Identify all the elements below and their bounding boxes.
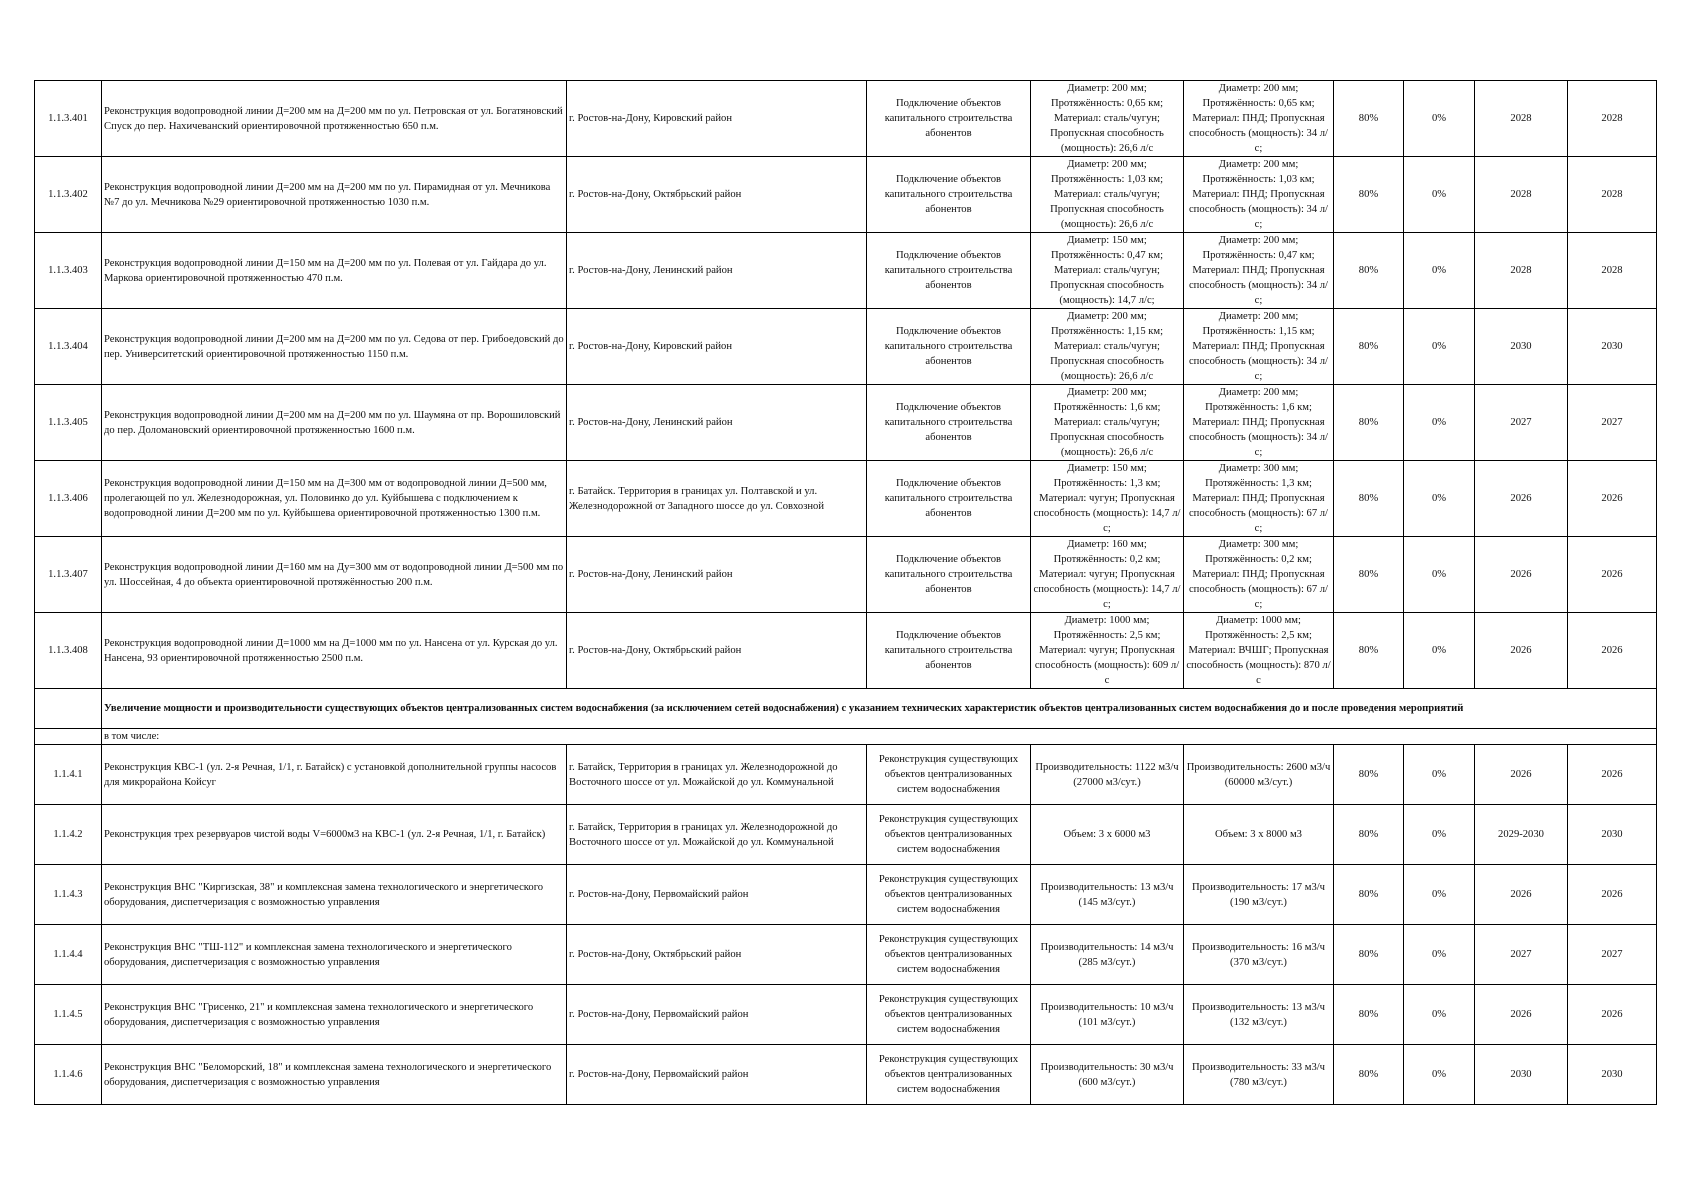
percent-cell: 80% [1334,1045,1404,1105]
percent-cell: 80% [1334,745,1404,805]
percent-cell-2: 0% [1404,461,1475,537]
project-location-cell: г. Ростов-на-Дону, Кировский район [567,309,867,385]
project-purpose-cell: Реконструкция существующих объектов централизованных систем водоснабжения [867,865,1031,925]
project-purpose-cell: Подключение объектов капитального строительства абонентов [867,613,1031,689]
year-end-cell: 2028 [1568,157,1657,233]
project-purpose-cell: Реконструкция существующих объектов централизованных систем водоснабжения [867,1045,1031,1105]
characteristics-before-cell: Диаметр: 200 мм; Протяжённость: 0,65 км; Материал: сталь/чугун; Пропускная способность (мощность): 26,6 л/с [1031,81,1184,157]
percent-cell-2: 0% [1404,1045,1475,1105]
subheading-blank-cell [35,729,102,745]
project-description-cell: Реконструкция трех резервуаров чистой воды V=6000м3 на КВС-1 (ул. 2-я Речная, 1/1, г. Батайск) [102,805,567,865]
percent-cell: 80% [1334,309,1404,385]
characteristics-before-cell: Диаметр: 150 мм; Протяжённость: 1,3 км; Материал: чугун; Пропускная способность (мощность): 14,7 л/с; [1031,461,1184,537]
project-purpose-cell: Подключение объектов капитального строительства абонентов [867,157,1031,233]
project-description-cell: Реконструкция водопроводной линии Д=150 мм на Д=300 мм от водопроводной линии Д=500 мм, пролегающей по ул. Железнодорожная, ул. Половинко до ул. Куйбышева с подключением к водопроводной линии Д=200 мм по ул. Куйбышева ориентировочной протяженностью 1300 п.м. [102,461,567,537]
percent-cell-2: 0% [1404,745,1475,805]
percent-cell-2: 0% [1404,309,1475,385]
project-description-cell: Реконструкция водопроводной линии Д=150 мм на Д=200 мм по ул. Полевая от ул. Гайдара до ул. Маркова ориентировочной протяженностью 470 п.м. [102,233,567,309]
characteristics-before-cell: Диаметр: 1000 мм; Протяжённость: 2,5 км; Материал: чугун; Пропускная способность (мощность): 609 л/с [1031,613,1184,689]
characteristics-before-cell: Производительность: 30 м3/ч (600 м3/сут.) [1031,1045,1184,1105]
project-location-cell: г. Ростов-на-Дону, Октябрьский район [567,157,867,233]
year-start-cell: 2030 [1475,309,1568,385]
section-title: Увеличение мощности и производительности существующих объектов централизованных систем водоснабжения (за исключением сетей водоснабжения) с указанием технических характеристик объектов централизованных систем водоснабжения до и после проведения мероприятий [102,689,1657,729]
project-location-cell: г. Ростов-на-Дону, Кировский район [567,81,867,157]
year-start-cell: 2030 [1475,1045,1568,1105]
table-row [35,745,1657,805]
project-purpose-cell: Подключение объектов капитального строительства абонентов [867,461,1031,537]
project-code-cell: 1.1.4.3 [35,865,102,925]
year-end-cell: 2026 [1568,865,1657,925]
percent-cell-2: 0% [1404,81,1475,157]
year-end-cell: 2028 [1568,233,1657,309]
year-end-cell: 2026 [1568,613,1657,689]
project-code-cell: 1.1.3.408 [35,613,102,689]
project-code-cell: 1.1.3.407 [35,537,102,613]
percent-cell-2: 0% [1404,157,1475,233]
project-code-cell: 1.1.3.405 [35,385,102,461]
project-location-cell: г. Батайск. Территория в границах ул. Полтавской и ул. Железнодорожной от Западного шоссе до ул. Совхозной [567,461,867,537]
project-description-cell: Реконструкция ВНС "ТШ-112" и комплексная замена технологического и энергетического оборудования, диспетчеризация с возможностью управления [102,925,567,985]
characteristics-before-cell: Производительность: 14 м3/ч (285 м3/сут.) [1031,925,1184,985]
project-description-cell: Реконструкция водопроводной линии Д=200 мм на Д=200 мм по ул. Петровская от ул. Богатяновский Спуск до пер. Нахичеванский ориентировочной протяженностью 650 п.м. [102,81,567,157]
table-row [35,865,1657,925]
year-start-cell: 2026 [1475,613,1568,689]
year-start-cell: 2029-2030 [1475,805,1568,865]
percent-cell: 80% [1334,157,1404,233]
project-code-cell: 1.1.3.401 [35,81,102,157]
project-purpose-cell: Подключение объектов капитального строительства абонентов [867,537,1031,613]
project-purpose-cell: Подключение объектов капитального строительства абонентов [867,309,1031,385]
project-code-cell: 1.1.4.4 [35,925,102,985]
year-start-cell: 2027 [1475,925,1568,985]
project-purpose-cell: Реконструкция существующих объектов централизованных систем водоснабжения [867,985,1031,1045]
section-subheading-row [35,729,1657,745]
characteristics-before-cell: Диаметр: 150 мм; Протяжённость: 0,47 км; Материал: сталь/чугун; Пропускная способность (мощность): 14,7 л/с; [1031,233,1184,309]
percent-cell: 80% [1334,865,1404,925]
project-code-cell: 1.1.4.2 [35,805,102,865]
table-row [35,233,1657,309]
characteristics-after-cell: Диаметр: 300 мм; Протяжённость: 0,2 км; Материал: ПНД; Пропускная способность (мощность): 67 л/с; [1184,537,1334,613]
characteristics-before-cell: Производительность: 1122 м3/ч (27000 м3/сут.) [1031,745,1184,805]
project-code-cell: 1.1.3.404 [35,309,102,385]
year-end-cell: 2030 [1568,1045,1657,1105]
project-description-cell: Реконструкция водопроводной линии Д=200 мм на Д=200 мм по ул. Шаумяна от пр. Ворошиловский до пер. Доломановский ориентировочной протяженностью 1600 п.м. [102,385,567,461]
table-row [35,461,1657,537]
percent-cell: 80% [1334,537,1404,613]
project-description-cell: Реконструкция водопроводной линии Д=200 мм на Д=200 мм по ул. Пирамидная от ул. Мечникова №7 до ул. Мечникова №29 ориентировочной протяженностью 1030 п.м. [102,157,567,233]
table-row [35,309,1657,385]
characteristics-after-cell: Диаметр: 200 мм; Протяжённость: 1,6 км; Материал: ПНД; Пропускная способность (мощность): 34 л/с; [1184,385,1334,461]
project-location-cell: г. Ростов-на-Дону, Ленинский район [567,537,867,613]
year-start-cell: 2026 [1475,865,1568,925]
table-row [35,157,1657,233]
year-start-cell: 2026 [1475,745,1568,805]
characteristics-before-cell: Диаметр: 200 мм; Протяжённость: 1,15 км; Материал: сталь/чугун; Пропускная способность (мощность): 26,6 л/с [1031,309,1184,385]
project-purpose-cell: Реконструкция существующих объектов централизованных систем водоснабжения [867,925,1031,985]
characteristics-before-cell: Производительность: 13 м3/ч (145 м3/сут.) [1031,865,1184,925]
project-code-cell: 1.1.3.403 [35,233,102,309]
characteristics-after-cell: Диаметр: 200 мм; Протяжённость: 0,47 км; Материал: ПНД; Пропускная способность (мощность): 34 л/с; [1184,233,1334,309]
table-row [35,1045,1657,1105]
projects-table [34,80,1657,1105]
year-end-cell: 2027 [1568,925,1657,985]
section-subheading: в том числе: [102,729,1657,745]
characteristics-before-cell: Диаметр: 200 мм; Протяжённость: 1,03 км; Материал: сталь/чугун; Пропускная способность (мощность): 26,6 л/с [1031,157,1184,233]
year-end-cell: 2026 [1568,745,1657,805]
characteristics-before-cell: Объем: 3 х 6000 м3 [1031,805,1184,865]
section-heading-row [35,689,1657,729]
year-start-cell: 2027 [1475,385,1568,461]
table-row [35,81,1657,157]
project-location-cell: г. Батайск, Территория в границах ул. Железнодорожной до Восточного шоссе от ул. Можайской до ул. Коммунальной [567,805,867,865]
table-row [35,925,1657,985]
project-location-cell: г. Ростов-на-Дону, Первомайский район [567,985,867,1045]
project-description-cell: Реконструкция ВНС "Киргизская, 38" и комплексная замена технологического и энергетического оборудования, диспетчеризация с возможностью управления [102,865,567,925]
percent-cell: 80% [1334,805,1404,865]
characteristics-before-cell: Производительность: 10 м3/ч (101 м3/сут.) [1031,985,1184,1045]
percent-cell-2: 0% [1404,865,1475,925]
project-purpose-cell: Подключение объектов капитального строительства абонентов [867,385,1031,461]
year-end-cell: 2027 [1568,385,1657,461]
project-code-cell: 1.1.3.402 [35,157,102,233]
project-code-cell: 1.1.4.6 [35,1045,102,1105]
project-location-cell: г. Ростов-на-Дону, Ленинский район [567,385,867,461]
project-location-cell: г. Ростов-на-Дону, Первомайский район [567,1045,867,1105]
project-purpose-cell: Подключение объектов капитального строительства абонентов [867,233,1031,309]
project-description-cell: Реконструкция водопроводной линии Д=160 мм на Ду=300 мм от водопроводной линии Д=500 мм по ул. Шоссейная, 4 до объекта ориентировочной протяжённостью 200 п.м. [102,537,567,613]
project-description-cell: Реконструкция КВС-1 (ул. 2-я Речная, 1/1, г. Батайск) с установкой дополнительной группы насосов для микрорайона Койсуг [102,745,567,805]
percent-cell-2: 0% [1404,537,1475,613]
characteristics-before-cell: Диаметр: 200 мм; Протяжённость: 1,6 км; Материал: сталь/чугун; Пропускная способность (мощность): 26,6 л/с [1031,385,1184,461]
project-code-cell: 1.1.4.1 [35,745,102,805]
year-start-cell: 2026 [1475,985,1568,1045]
characteristics-after-cell: Производительность: 16 м3/ч (370 м3/сут.) [1184,925,1334,985]
percent-cell: 80% [1334,613,1404,689]
year-end-cell: 2030 [1568,805,1657,865]
characteristics-after-cell: Диаметр: 200 мм; Протяжённость: 1,15 км; Материал: ПНД; Пропускная способность (мощность): 34 л/с; [1184,309,1334,385]
project-location-cell: г. Ростов-на-Дону, Октябрьский район [567,613,867,689]
year-start-cell: 2028 [1475,233,1568,309]
project-location-cell: г. Ростов-на-Дону, Первомайский район [567,865,867,925]
project-description-cell: Реконструкция ВНС "Беломорский, 18" и комплексная замена технологического и энергетического оборудования, диспетчеризация с возможностью управления [102,1045,567,1105]
project-purpose-cell: Реконструкция существующих объектов централизованных систем водоснабжения [867,745,1031,805]
project-description-cell: Реконструкция водопроводной линии Д=1000 мм на Д=1000 мм по ул. Нансена от ул. Курская до ул. Нансена, 93 ориентировочной протяженностью 2500 п.м. [102,613,567,689]
table-row [35,613,1657,689]
characteristics-after-cell: Производительность: 13 м3/ч (132 м3/сут.) [1184,985,1334,1045]
percent-cell: 80% [1334,233,1404,309]
project-description-cell: Реконструкция ВНС "Грисенко, 21" и комплексная замена технологического и энергетического оборудования, диспетчеризация с возможностью управления [102,985,567,1045]
percent-cell-2: 0% [1404,925,1475,985]
characteristics-after-cell: Объем: 3 х 8000 м3 [1184,805,1334,865]
year-start-cell: 2026 [1475,461,1568,537]
table-row [35,537,1657,613]
percent-cell: 80% [1334,925,1404,985]
percent-cell-2: 0% [1404,233,1475,309]
project-code-cell: 1.1.3.406 [35,461,102,537]
project-purpose-cell: Подключение объектов капитального строительства абонентов [867,81,1031,157]
characteristics-after-cell: Производительность: 2600 м3/ч (60000 м3/сут.) [1184,745,1334,805]
table-row [35,985,1657,1045]
year-start-cell: 2026 [1475,537,1568,613]
year-end-cell: 2028 [1568,81,1657,157]
project-location-cell: г. Батайск, Территория в границах ул. Железнодорожной до Восточного шоссе от ул. Можайской до ул. Коммунальной [567,745,867,805]
percent-cell: 80% [1334,81,1404,157]
year-start-cell: 2028 [1475,157,1568,233]
project-location-cell: г. Ростов-на-Дону, Ленинский район [567,233,867,309]
project-location-cell: г. Ростов-на-Дону, Октябрьский район [567,925,867,985]
percent-cell-2: 0% [1404,385,1475,461]
year-end-cell: 2026 [1568,461,1657,537]
table-row [35,385,1657,461]
project-description-cell: Реконструкция водопроводной линии Д=200 мм на Д=200 мм по ул. Седова от пер. Грибоедовский до пер. Университетский ориентировочной протяженностью 1150 п.м. [102,309,567,385]
characteristics-before-cell: Диаметр: 160 мм; Протяжённость: 0,2 км; Материал: чугун; Пропускная способность (мощность): 14,7 л/с; [1031,537,1184,613]
characteristics-after-cell: Диаметр: 200 мм; Протяжённость: 0,65 км; Материал: ПНД; Пропускная способность (мощность): 34 л/с; [1184,81,1334,157]
percent-cell-2: 0% [1404,805,1475,865]
characteristics-after-cell: Диаметр: 300 мм; Протяжённость: 1,3 км; Материал: ПНД; Пропускная способность (мощность): 67 л/с; [1184,461,1334,537]
percent-cell-2: 0% [1404,985,1475,1045]
project-code-cell: 1.1.4.5 [35,985,102,1045]
year-end-cell: 2026 [1568,985,1657,1045]
percent-cell: 80% [1334,985,1404,1045]
characteristics-after-cell: Диаметр: 200 мм; Протяжённость: 1,03 км; Материал: ПНД; Пропускная способность (мощность): 34 л/с; [1184,157,1334,233]
project-purpose-cell: Реконструкция существующих объектов централизованных систем водоснабжения [867,805,1031,865]
year-end-cell: 2026 [1568,537,1657,613]
percent-cell: 80% [1334,461,1404,537]
year-start-cell: 2028 [1475,81,1568,157]
year-end-cell: 2030 [1568,309,1657,385]
characteristics-after-cell: Производительность: 33 м3/ч (780 м3/сут.) [1184,1045,1334,1105]
characteristics-after-cell: Производительность: 17 м3/ч (190 м3/сут.) [1184,865,1334,925]
table-row [35,805,1657,865]
percent-cell: 80% [1334,385,1404,461]
percent-cell-2: 0% [1404,613,1475,689]
section-blank-cell [35,689,102,729]
characteristics-after-cell: Диаметр: 1000 мм; Протяжённость: 2,5 км; Материал: ВЧШГ; Пропускная способность (мощность): 870 л/с [1184,613,1334,689]
